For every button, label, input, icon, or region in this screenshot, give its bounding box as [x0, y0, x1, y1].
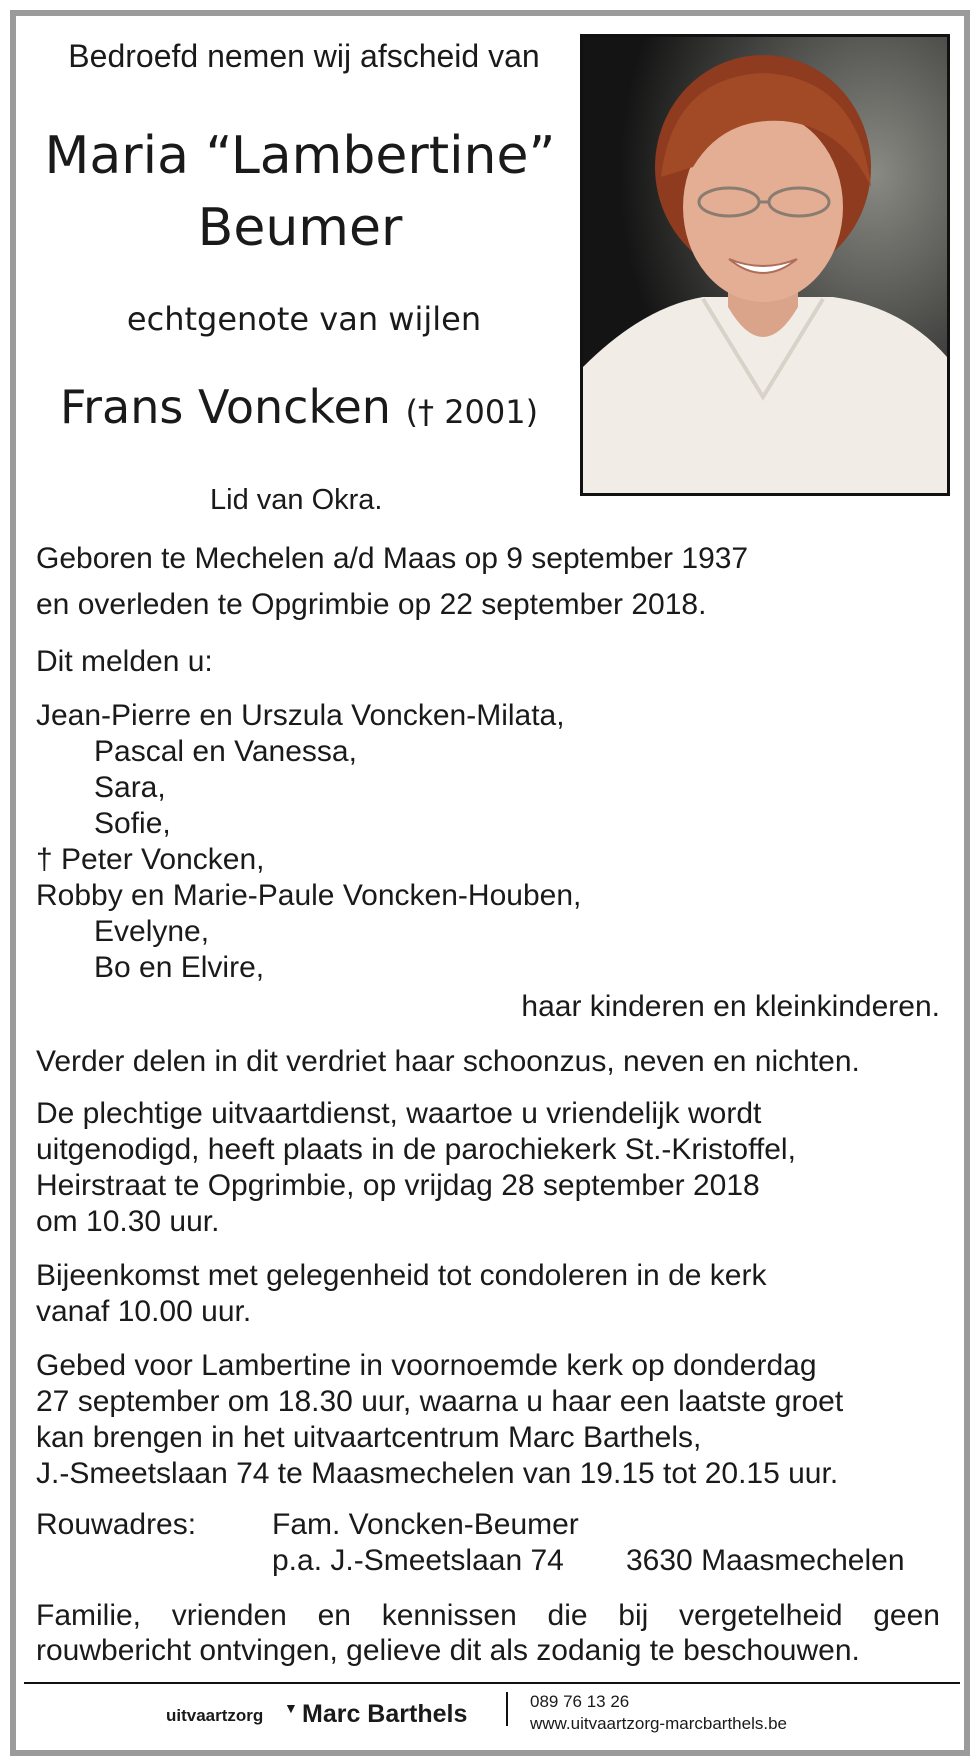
- birth-line: Geboren te Mechelen a/d Maas op 9 september 1937: [36, 542, 749, 575]
- deceased-name-line1: Maria “Lambertine”: [44, 126, 556, 186]
- brand-triangle-icon: ▼: [284, 1700, 298, 1716]
- gathering-line: Bijeenkomst met gelegenheid tot condoleren in de kerk: [36, 1259, 767, 1292]
- footer-separator: [506, 1692, 508, 1726]
- closing-line-2: rouwbericht ontvingen, gelieve dit als zodanig te beschouwen.: [36, 1634, 860, 1667]
- family-line: Robby en Marie-Paule Voncken-Houben,: [36, 879, 582, 912]
- family-line: Sofie,: [94, 807, 171, 840]
- service-line: om 10.30 uur.: [36, 1205, 220, 1238]
- spouse-death-year: († 2001): [405, 393, 539, 431]
- address-label: Rouwadres:: [36, 1508, 197, 1541]
- portrait-photo: [580, 34, 950, 496]
- birth-death-block: [36, 536, 748, 628]
- footer-divider: [24, 1682, 960, 1684]
- membership-note: Lid van Okra.: [210, 484, 383, 516]
- family-line: Sara,: [94, 771, 166, 804]
- family-line: Bo en Elvire,: [94, 951, 265, 984]
- portrait-illustration: [583, 37, 947, 493]
- prayer-line: kan brengen in het uitvaartcentrum Marc Barthels,: [36, 1421, 702, 1454]
- brand-prefix: uitvaartzorg: [166, 1706, 264, 1725]
- further-text: Verder delen in dit verdriet haar schoonzus, neven en nichten.: [36, 1045, 860, 1078]
- spouse-line: [60, 380, 538, 434]
- family-list: [36, 698, 581, 986]
- spouse-name: Frans Voncken: [60, 380, 391, 434]
- prayer-block: [36, 1348, 843, 1492]
- service-line: Heirstraat te Opgrimbie, op vrijdag 28 september 2018: [36, 1169, 760, 1202]
- service-block: [36, 1096, 796, 1240]
- spouse-intro: echtgenote van wijlen: [126, 300, 482, 338]
- address-line1: Fam. Voncken-Beumer: [272, 1508, 579, 1541]
- family-relation: haar kinderen en kleinkinderen.: [521, 990, 940, 1023]
- family-line: † Peter Voncken,: [36, 843, 265, 876]
- gathering-block: [36, 1258, 766, 1330]
- footer-website: www.uitvaartzorg-marcbarthels.be: [530, 1714, 787, 1733]
- prayer-line: Gebed voor Lambertine in voornoemde kerk op donderdag: [36, 1349, 817, 1382]
- prayer-line: 27 september om 18.30 uur, waarna u haar een laatste groet: [36, 1385, 844, 1418]
- announce-intro: Dit melden u:: [36, 645, 213, 678]
- brand-name: Marc Barthels: [302, 1700, 468, 1728]
- service-line: uitgenodigd, heeft plaats in de parochiekerk St.-Kristoffel,: [36, 1133, 796, 1166]
- family-line: Pascal en Vanessa,: [94, 735, 357, 768]
- address-line2: p.a. J.-Smeetslaan 74: [272, 1544, 564, 1577]
- address-city: 3630 Maasmechelen: [626, 1544, 905, 1577]
- deceased-name-line2: Beumer: [197, 198, 403, 258]
- family-line: Evelyne,: [94, 915, 210, 948]
- service-line: De plechtige uitvaartdienst, waartoe u vriendelijk wordt: [36, 1097, 762, 1130]
- intro-text: Bedroefd nemen wij afscheid van: [68, 38, 540, 74]
- death-line: en overleden te Opgrimbie op 22 september 2018.: [36, 588, 707, 621]
- footer-phone: 089 76 13 26: [530, 1692, 630, 1711]
- prayer-line: J.-Smeetslaan 74 te Maasmechelen van 19.15 tot 20.15 uur.: [36, 1457, 839, 1490]
- gathering-line: vanaf 10.00 uur.: [36, 1295, 252, 1328]
- deceased-name: [40, 120, 560, 264]
- family-line: Jean-Pierre en Urszula Voncken-Milata,: [36, 699, 565, 732]
- closing-line-1: Familie, vrienden en kennissen die bij vergetelheid geen: [36, 1599, 940, 1632]
